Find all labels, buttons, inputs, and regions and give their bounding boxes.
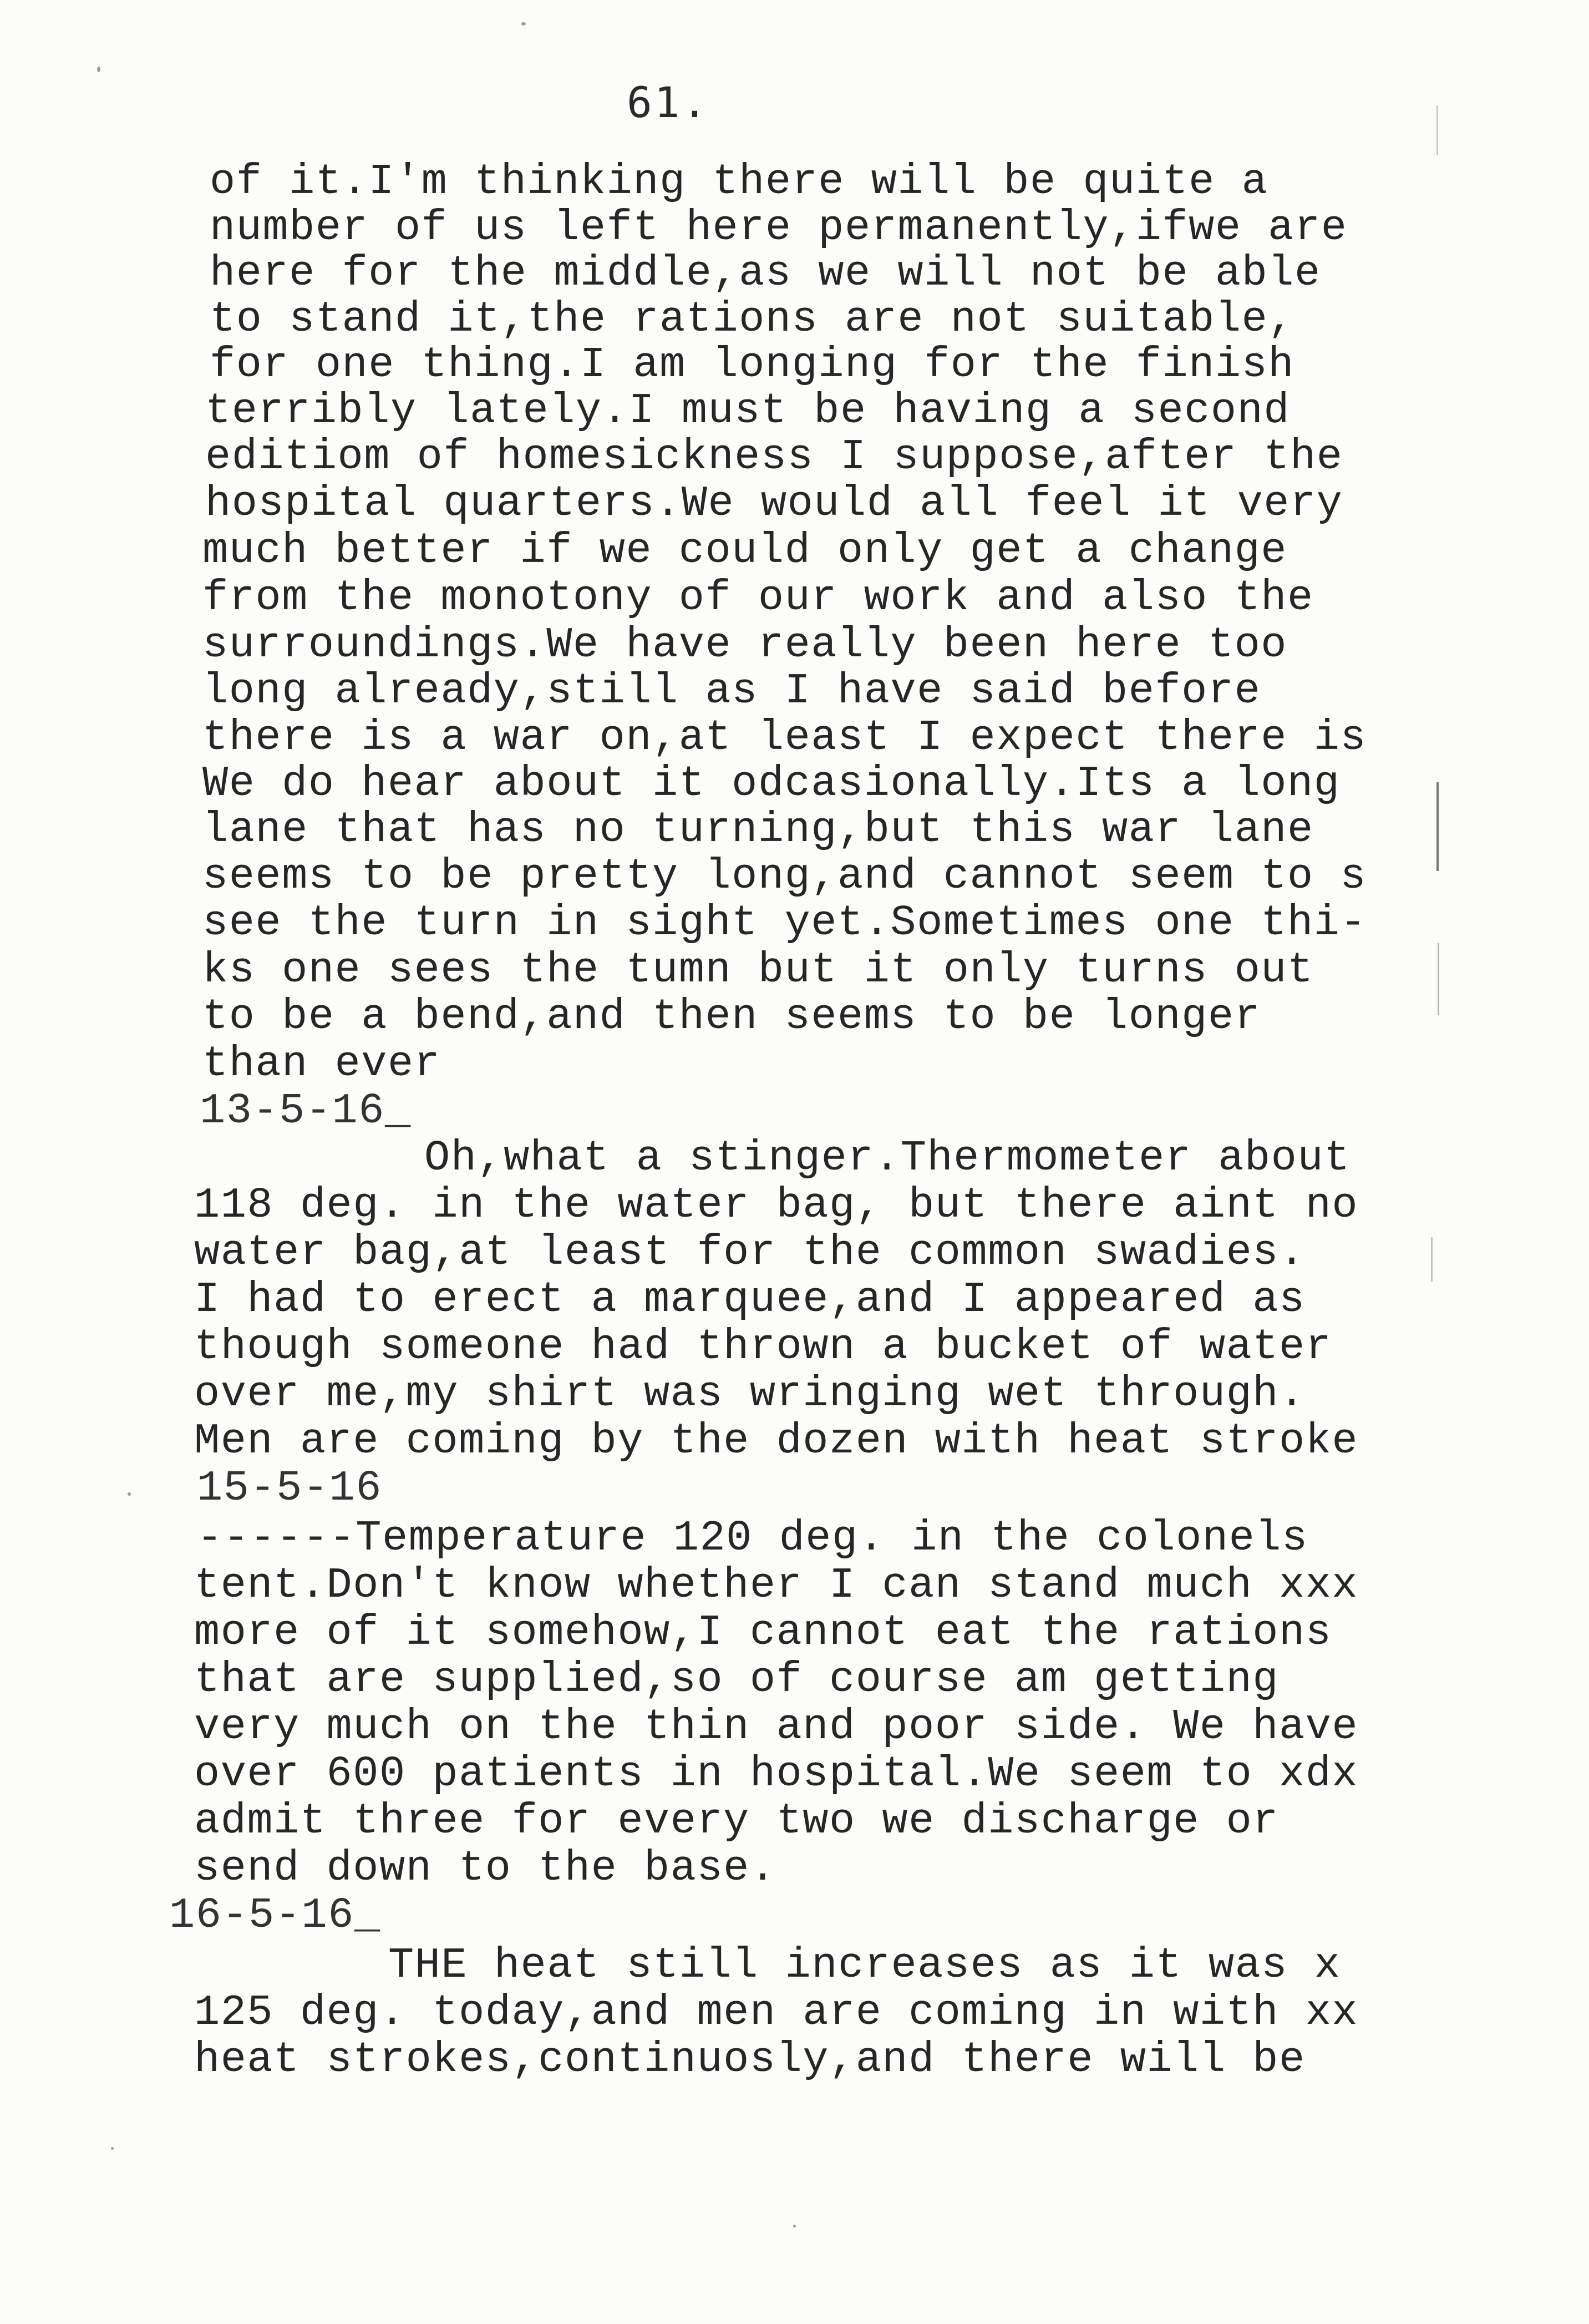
page-number: 61. xyxy=(627,78,710,127)
text-line: admit three for every two we discharge or xyxy=(194,1798,1280,1846)
text-line: than ever xyxy=(202,1040,441,1088)
text-line: there is a war on,at least I expect there is xyxy=(202,714,1367,762)
text-line: for one thing.I am longing for the finish xyxy=(210,341,1295,389)
text-line: ------Temperature 120 deg. in the colonels xyxy=(197,1515,1308,1563)
text-line: very much on the thin and poor side. We have xyxy=(194,1703,1359,1751)
text-line: surroundings.We have really been here too xyxy=(202,621,1288,670)
text-line: 125 deg. today,and men are coming in with xx xyxy=(194,1989,1359,2037)
text-line: seems to be pretty long,and cannot seem to s xyxy=(202,853,1367,901)
text-line: hospital quarters.We would all feel it very xyxy=(205,480,1343,528)
text-line: tent.Don't know whether I can stand much xxx xyxy=(194,1562,1359,1610)
text-line: heat strokes,continuosly,and there will be xyxy=(194,2036,1306,2084)
scan-edge-mark xyxy=(1436,782,1439,871)
paper-speck xyxy=(793,2225,796,2227)
text-line: send down to the base. xyxy=(194,1845,776,1893)
paper-speck xyxy=(521,22,526,26)
text-line: more of it somehow,I cannot eat the rations xyxy=(194,1609,1332,1657)
scan-edge-mark xyxy=(1438,943,1439,1015)
text-line: here for the middle,as we will not be able xyxy=(210,250,1321,298)
text-line: over 600 patients in hospital.We seem to xdx xyxy=(194,1750,1359,1799)
text-line: ks one sees the tumn but it only turns out xyxy=(202,946,1314,995)
text-line: see the turn in sight yet.Sometimes one thi- xyxy=(202,899,1367,948)
text-line: lane that has no turning,but this war lane xyxy=(202,806,1314,854)
entry-date: 15-5-16 xyxy=(197,1465,382,1513)
text-line: I had to erect a marquee,and I appeared as xyxy=(194,1276,1306,1324)
text-line: We do hear about it odcasionally.Its a long xyxy=(202,760,1341,808)
paper-speck xyxy=(111,2147,114,2150)
text-line: 118 deg. in the water bag, but there aint no xyxy=(194,1182,1359,1230)
text-line: that are supplied,so of course am getting xyxy=(194,1656,1280,1704)
text-line: THE heat still increases as it was x xyxy=(388,1942,1341,1990)
paper-speck xyxy=(97,67,100,72)
text-line: water bag,at least for the common swadies. xyxy=(194,1229,1306,1277)
text-line: from the monotony of our work and also the xyxy=(202,574,1314,622)
paper-speck xyxy=(128,1492,131,1496)
scan-edge-mark xyxy=(1436,105,1438,155)
text-line: to be a bend,and then seems to be longer xyxy=(202,993,1261,1041)
text-line: to stand it,the rations are not suitable, xyxy=(210,296,1295,344)
text-line: much better if we could only get a change xyxy=(202,527,1288,575)
text-line: Oh,what a stinger.Thermometer about xyxy=(424,1135,1351,1183)
scan-edge-mark xyxy=(1431,1237,1433,1282)
text-line: over me,my shirt was wringing wet through. xyxy=(194,1370,1306,1419)
text-line: editiom of homesickness I suppose,after the xyxy=(205,433,1343,482)
text-line: though someone had thrown a bucket of water xyxy=(194,1323,1332,1371)
entry-date: 16-5-16_ xyxy=(169,1892,381,1940)
text-line: number of us left here permanently,ifwe are xyxy=(210,204,1348,252)
text-line: of it.I'm thinking there will be quite a xyxy=(210,158,1268,206)
text-line: long already,still as I have said before xyxy=(202,667,1261,716)
text-line: Men are coming by the dozen with heat stroke xyxy=(194,1417,1359,1466)
text-line: terribly lately.I must be having a second xyxy=(205,387,1291,436)
entry-date: 13-5-16_ xyxy=(200,1087,412,1136)
